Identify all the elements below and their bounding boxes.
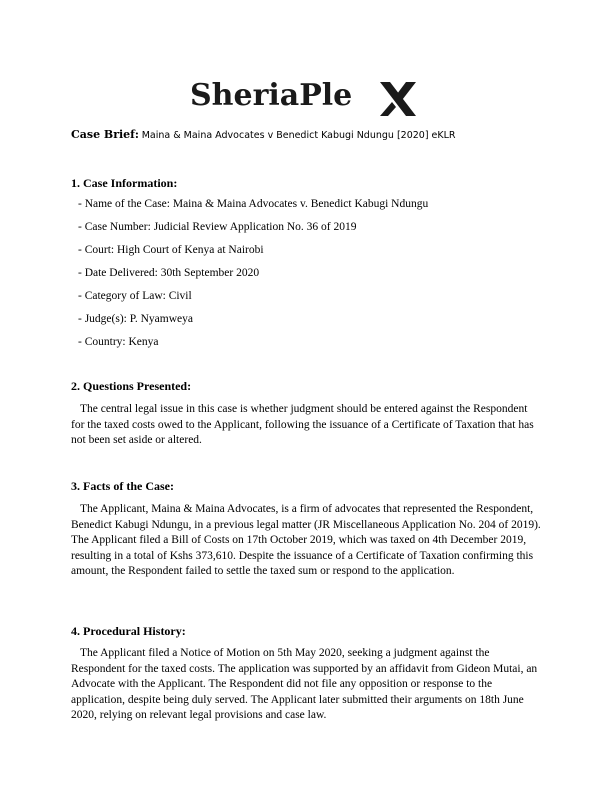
logo-x-mark-icon — [378, 80, 418, 118]
case-info-item: - Name of the Case: Maina & Maina Advocates v. Benedict Kabugi Ndungu — [78, 198, 429, 210]
facts-paragraph: The Applicant, Maina & Maina Advocates, is a firm of advocates that represented the Respondent, Benedict Kabugi Ndungu, in a previous legal matter (JR Miscellaneous Application No. 204 of 2019). The Applicant filed a Bill of Costs on 17th October 2019, which was taxed on 4th December 2019, resulting in a total of Kshs 373,610. Despite the issuance of a Certificate of Taxation confirming this amount, the Respondent failed to settle the taxed sum or respond to the application. — [71, 503, 541, 578]
case-info-item: - Judge(s): P. Nyamweya — [78, 313, 193, 325]
case-info-item: - Country: Kenya — [78, 336, 159, 348]
sheriaplex-logo — [190, 78, 422, 122]
case-brief-title: Maina & Maina Advocates v Benedict Kabugi Ndungu [2020] eKLR — [141, 130, 456, 141]
procedural-history-paragraph: The Applicant filed a Notice of Motion on 5th May 2020, seeking a judgment against the Respondent for the taxed costs. The application was supported by an affidavit from Gideon Mutai, an Advocate with the Applicant. The Respondent did not file any opposition or response to the application, despite being duly served. The Applicant later submitted their arguments on 18th June 2020, relying on relevant legal provisions and case law. — [71, 647, 538, 722]
section-heading-questions-presented: 2. Questions Presented: — [71, 379, 192, 393]
logo-wordmark: SheriaPle — [190, 78, 353, 113]
case-info-item: - Court: High Court of Kenya at Nairobi — [78, 244, 264, 256]
case-brief-line — [71, 128, 456, 141]
case-info-item: - Date Delivered: 30th September 2020 — [78, 267, 260, 279]
case-brief-label: Case Brief: — [71, 128, 139, 141]
section-heading-case-information: 1. Case Information: — [71, 176, 178, 190]
case-info-item: - Category of Law: Civil — [78, 290, 192, 302]
section-heading-procedural-history: 4. Procedural History: — [71, 624, 186, 638]
case-info-item: - Case Number: Judicial Review Application No. 36 of 2019 — [78, 221, 357, 233]
section-heading-facts: 3. Facts of the Case: — [71, 479, 174, 493]
questions-presented-paragraph: The central legal issue in this case is whether judgment should be entered against the Respondent for the taxed costs owed to the Applicant, following the issuance of a Certificate of Taxation that has not been set aside or altered. — [71, 403, 534, 447]
